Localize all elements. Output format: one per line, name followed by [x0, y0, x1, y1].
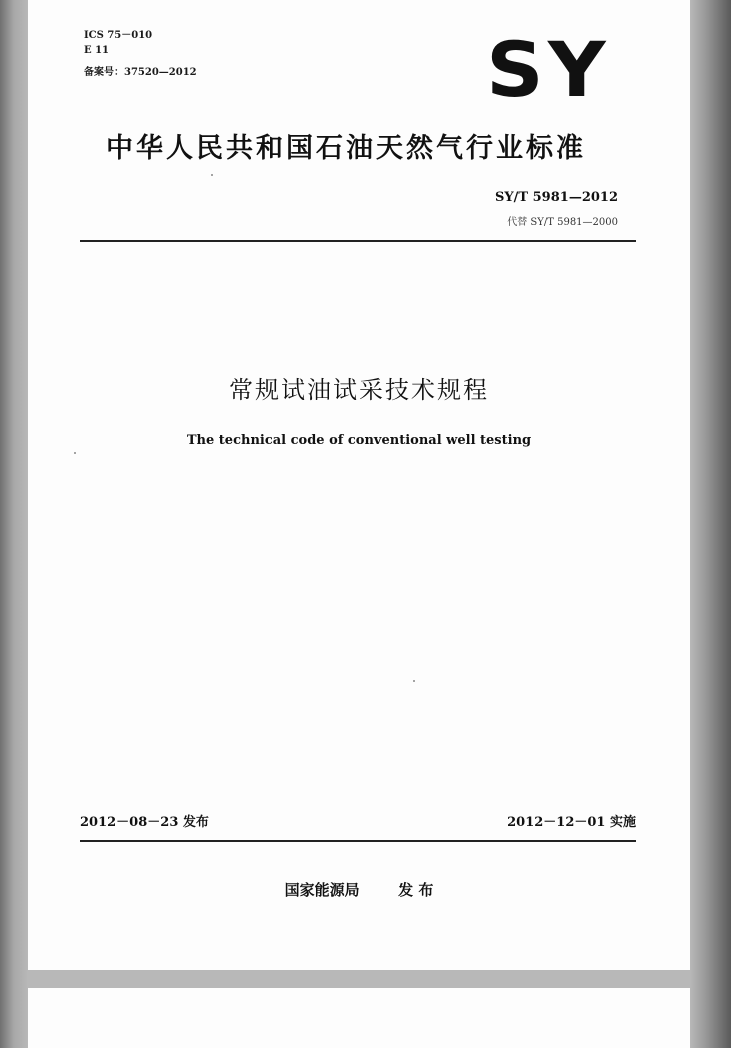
scan-speck	[211, 174, 213, 176]
document-title-en: The technical code of conventional well testing	[186, 433, 532, 448]
replaces-code: 代替 SY/T 5981—2000	[507, 217, 618, 228]
next-page-edge	[28, 988, 690, 1048]
implementation-date: 2012－12－01 实施	[507, 815, 636, 830]
scan-speck	[74, 452, 76, 454]
ics-number: ICS 75－010	[84, 30, 153, 41]
issuer-line	[28, 879, 690, 900]
classification-code: E 11	[84, 45, 110, 56]
issuer-action: 发 布	[398, 881, 434, 899]
sy-logo: SY	[486, 25, 610, 114]
filing-number: 备案号：37520—2012	[84, 67, 197, 78]
header-divider	[80, 240, 636, 242]
release-date: 2012－08－23 发布	[80, 815, 209, 830]
standard-code: SY/T 5981—2012	[495, 190, 618, 205]
footer-divider	[80, 840, 636, 842]
issuer-name: 国家能源局	[284, 881, 360, 899]
scan-speck	[413, 680, 415, 682]
standard-category-title: 中华人民共和国石油天然气行业标准	[106, 133, 586, 164]
document-title-cn: 常规试油试采技术规程	[229, 376, 489, 404]
document-cover-page	[28, 0, 690, 970]
